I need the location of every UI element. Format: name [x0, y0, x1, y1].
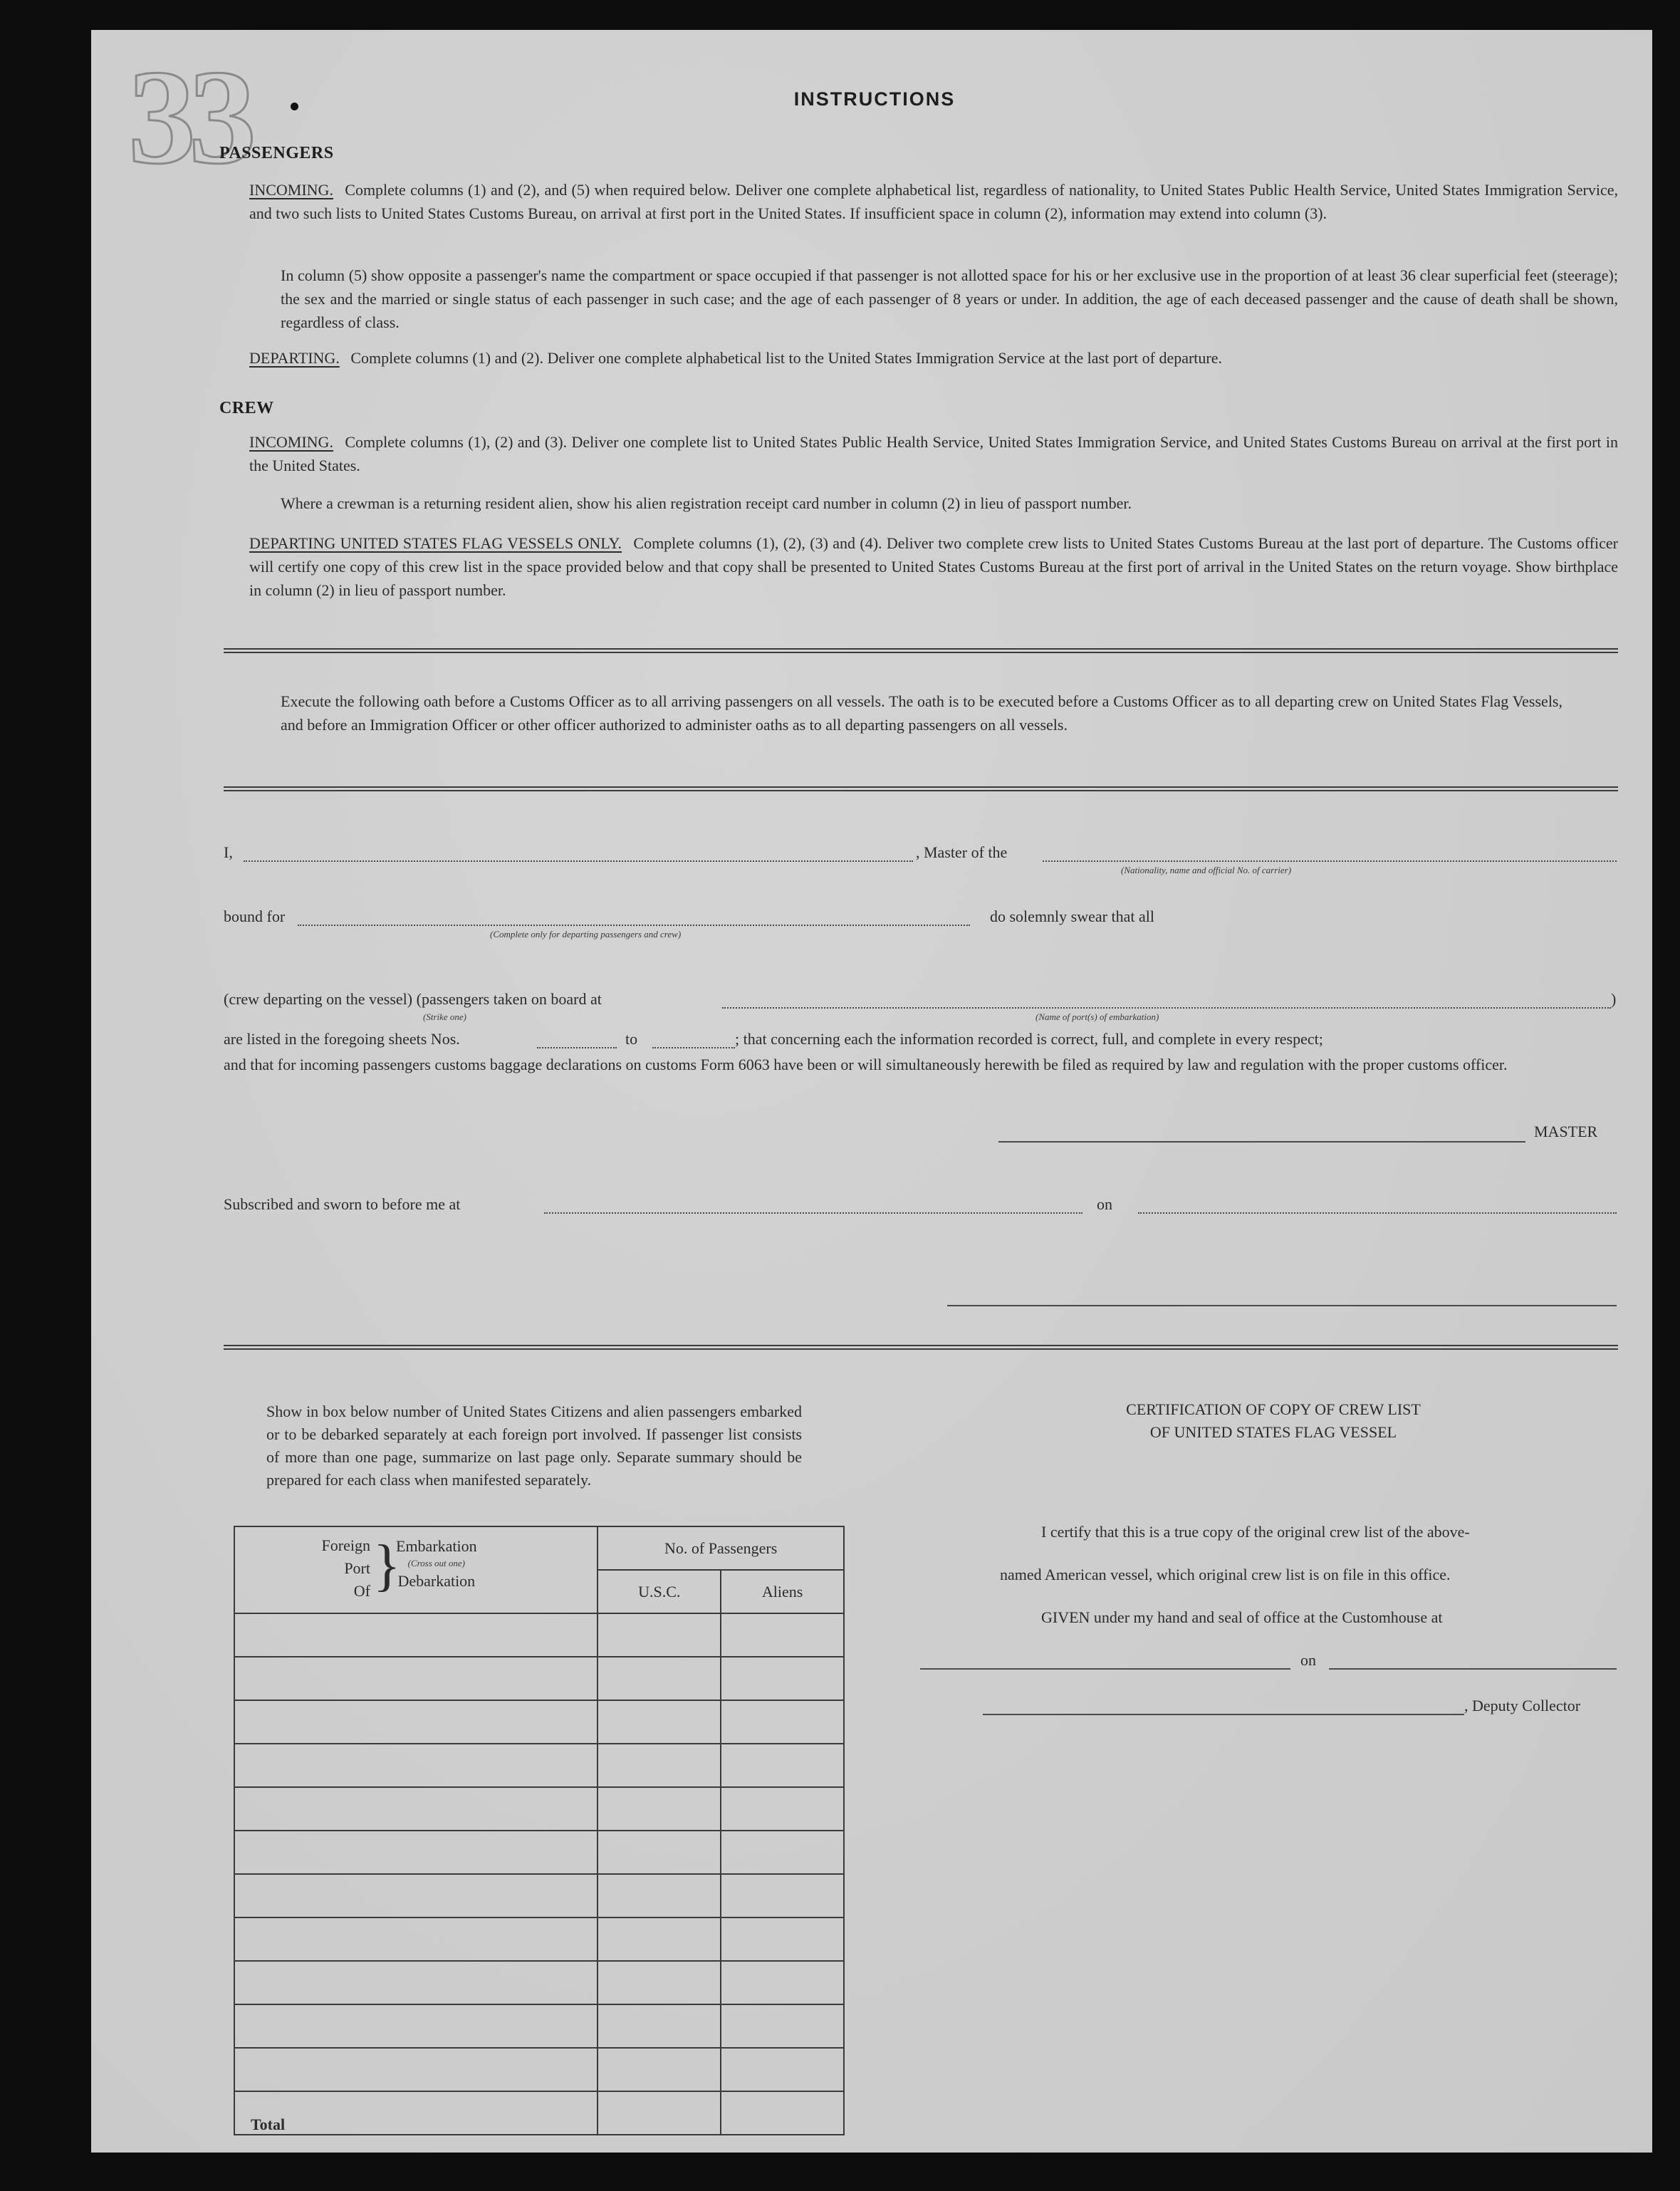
- debarkation-label: Debarkation: [397, 1572, 476, 1590]
- of-label: Of: [353, 1582, 370, 1600]
- usc-cell[interactable]: [598, 1917, 721, 1961]
- table-row: [234, 2048, 844, 2091]
- port-cell[interactable]: [234, 1831, 598, 1874]
- port-cell[interactable]: [234, 1613, 598, 1657]
- bound-for-caption: (Complete only for departing passengers and crew): [490, 929, 682, 940]
- nationality-caption: (Nationality, name and official No. of carrier): [1121, 865, 1292, 875]
- port-cell[interactable]: [234, 2048, 598, 2091]
- officer-signature-line[interactable]: [947, 1305, 1617, 1306]
- aliens-header: Aliens: [721, 1570, 844, 1613]
- port-cell[interactable]: [234, 1787, 598, 1831]
- aliens-cell[interactable]: [721, 1831, 844, 1874]
- passengers-departing-label: DEPARTING.: [249, 349, 340, 367]
- table-row: [234, 1700, 844, 1744]
- baggage-declaration-text: and that for incoming passengers customs baggage declarations on customs Form 6063 have been or will simultaneously herewith be filed as required by law and regulation with the proper customs officer.: [224, 1056, 1508, 1073]
- master-label: MASTER: [1534, 1123, 1598, 1140]
- embarkation-ports-line[interactable]: [722, 1007, 1611, 1009]
- embarkation-label: Embarkation: [396, 1537, 477, 1555]
- bound-for-label: bound for: [224, 907, 286, 925]
- passengers-incoming-paragraph: [249, 178, 1618, 225]
- oath-intro: Execute the following oath before a Customs Officer as to all arriving passengers on all vessels. The oath is to be executed before a Customs Officer as to all departing crew on United States Flag Vessels, and before an Immigration Officer or other officer authorized to administer oaths as to all departing passengers on all vessels.: [281, 692, 1562, 734]
- crew-incoming-paragraph: [249, 430, 1618, 477]
- crew-incoming-label: INCOMING.: [249, 433, 333, 451]
- sworn-date-line[interactable]: [1138, 1212, 1617, 1214]
- port-label: Port: [344, 1559, 370, 1577]
- total-label: Total: [234, 2091, 598, 2135]
- crew-heading: CREW: [219, 399, 274, 417]
- port-cell[interactable]: [234, 1874, 598, 1917]
- sworn-location-line[interactable]: [544, 1212, 1082, 1214]
- master-name-line[interactable]: [244, 860, 913, 862]
- usc-cell[interactable]: [598, 1700, 721, 1744]
- passengers-incoming-text: Complete columns (1) and (2), and (5) when required below. Deliver one complete alphabetical list, regardless of nationality, to United States Public Health Service, United States Immigration Service, and two such lists to United States Customs Bureau, on arrival at first port in the United States. If insufficient space in column (2), information may extend into column (3).: [249, 181, 1618, 222]
- table-row: [234, 1961, 844, 2004]
- usc-cell[interactable]: [598, 1874, 721, 1917]
- oath-i-label: I,: [224, 843, 233, 861]
- passengers-column5-paragraph: In column (5) show opposite a passenger's name the compartment or space occupied if that passenger is not allotted space for his or her exclusive use in the proportion of at least 36 clear superficial feet (steerage); the sex and the married or single status of each passenger in such case; and the age of each passenger of 8 years or under. In addition, the age of each deceased passenger and the cause of death shall be shown, regardless of class.: [281, 266, 1618, 331]
- certification-on-label: on: [1300, 1651, 1316, 1669]
- passengers-departing-paragraph: [249, 346, 1618, 370]
- table-row: [234, 1657, 844, 1700]
- crew-departing-label: DEPARTING UNITED STATES FLAG VESSELS ONLY.: [249, 534, 622, 552]
- ink-dot: [291, 103, 298, 110]
- usc-cell[interactable]: [598, 1831, 721, 1874]
- foreign-label: Foreign: [321, 1536, 370, 1554]
- port-cell[interactable]: [234, 1744, 598, 1787]
- page-number-stamp: 33: [128, 43, 249, 192]
- crew-departing-paragraph: [249, 531, 1618, 602]
- aliens-cell[interactable]: [721, 1744, 844, 1787]
- section-divider: [224, 786, 1618, 791]
- aliens-cell[interactable]: [721, 1917, 844, 1961]
- listed-sheets-label: are listed in the foregoing sheets Nos.: [224, 1030, 460, 1048]
- port-cell[interactable]: [234, 1700, 598, 1744]
- no-of-passengers-header: No. of Passengers: [598, 1526, 844, 1570]
- table-row: [234, 1831, 844, 1874]
- total-row: [234, 2091, 844, 2135]
- strike-one-caption: (Strike one): [423, 1011, 467, 1022]
- summary-instructions: Show in box below number of United States Citizens and alien passengers embarked or to be debarked separately at each foreign port involved. If passenger list consists of more than one page, summarize on last page only. Separate summary should be prepared for each class when manifested separately.: [266, 1402, 802, 1489]
- usc-cell[interactable]: [598, 1961, 721, 2004]
- section-divider: [224, 1345, 1618, 1350]
- solemnly-swear-label: do solemnly swear that all: [990, 907, 1154, 925]
- page-title: INSTRUCTIONS: [793, 88, 956, 110]
- certification-date-line[interactable]: [1329, 1668, 1617, 1670]
- table-row: [234, 1744, 844, 1787]
- port-header: [234, 1526, 598, 1613]
- section-divider: [224, 648, 1618, 653]
- table-row: [234, 1917, 844, 1961]
- crew-departing-text: Complete columns (1), (2), (3) and (4). Deliver two complete crew lists to United States Customs Bureau at the last port of departure. The Customs officer will certify one copy of this crew list in the space provided below and that copy shall be presented to United States Customs Bureau at the first port of arrival in the United States on the return voyage. Show birthplace in column (2) in lieu of passport number.: [249, 534, 1619, 599]
- usc-cell[interactable]: [598, 2004, 721, 2048]
- deputy-collector-label: , Deputy Collector: [1464, 1697, 1581, 1714]
- usc-cell[interactable]: [598, 1657, 721, 1700]
- deputy-signature-line[interactable]: [983, 1714, 1464, 1715]
- usc-header: U.S.C.: [598, 1570, 721, 1613]
- cross-out-caption: (Cross out one): [407, 1558, 466, 1568]
- total-aliens-cell[interactable]: [721, 2091, 844, 2135]
- total-usc-cell[interactable]: [598, 2091, 721, 2135]
- bound-for-line[interactable]: [298, 925, 970, 926]
- aliens-cell[interactable]: [721, 1613, 844, 1657]
- table-row: [234, 2004, 844, 2048]
- crew-resident-paragraph: Where a crewman is a returning resident alien, show his alien registration receipt card number in column (2) in lieu of passport number.: [281, 494, 1132, 512]
- brace-icon: }: [373, 1534, 401, 1597]
- sworn-on-label: on: [1097, 1195, 1112, 1213]
- port-cell[interactable]: [234, 1657, 598, 1700]
- certification-text-1: I certify that this is a true copy of the original crew list of the above-: [1041, 1523, 1470, 1541]
- aliens-cell[interactable]: [721, 1657, 844, 1700]
- port-cell[interactable]: [234, 1917, 598, 1961]
- aliens-cell[interactable]: [721, 2004, 844, 2048]
- usc-cell[interactable]: [598, 1613, 721, 1657]
- subscribed-label: Subscribed and sworn to before me at: [224, 1195, 461, 1213]
- crew-incoming-text: Complete columns (1), (2) and (3). Deliver one complete list to United States Public Health Service, United States Immigration Service, and United States Customs Bureau on arrival at the first port in the United States.: [249, 433, 1619, 474]
- port-cell[interactable]: [234, 2004, 598, 2048]
- aliens-cell[interactable]: [721, 1787, 844, 1831]
- ports-caption: (Name of port(s) of embarkation): [1035, 1011, 1159, 1022]
- sheet-to-label: to: [625, 1030, 638, 1048]
- certification-title-1: CERTIFICATION OF COPY OF CREW LIST: [1126, 1400, 1421, 1418]
- usc-cell[interactable]: [598, 2048, 721, 2091]
- certification-text-3: GIVEN under my hand and seal of office at the Customhouse at: [1041, 1608, 1443, 1626]
- passengers-departing-text: Complete columns (1) and (2). Deliver one complete alphabetical list to the United States Immigration Service at the last port of departure.: [350, 349, 1223, 367]
- passengers-incoming-label: INCOMING.: [249, 181, 333, 199]
- sheet-to-line[interactable]: [652, 1047, 735, 1048]
- usc-cell[interactable]: [598, 1787, 721, 1831]
- master-signature-line[interactable]: [998, 1141, 1525, 1143]
- customhouse-line[interactable]: [920, 1668, 1290, 1670]
- passengers-heading: PASSENGERS: [219, 144, 334, 162]
- aliens-cell[interactable]: [721, 1874, 844, 1917]
- aliens-cell[interactable]: [721, 2048, 844, 2091]
- listed-sheets-text: ; that concerning each the information recorded is correct, full, and complete in every respect;: [735, 1030, 1323, 1048]
- port-cell[interactable]: [234, 1961, 598, 2004]
- document-sheet: [91, 30, 1652, 2153]
- usc-cell[interactable]: [598, 1744, 721, 1787]
- aliens-cell[interactable]: [721, 1961, 844, 2004]
- master-of-label: , Master of the: [916, 843, 1008, 861]
- carrier-line[interactable]: [1043, 860, 1617, 862]
- sheet-from-line[interactable]: [537, 1047, 617, 1048]
- passenger-summary-table: [234, 1526, 845, 2135]
- table-row: [234, 1874, 844, 1917]
- table-row: [234, 1613, 844, 1657]
- table-row: [234, 1787, 844, 1831]
- close-paren: ): [1611, 990, 1617, 1008]
- certification-title-2: OF UNITED STATES FLAG VESSEL: [1149, 1423, 1397, 1441]
- crew-passengers-label: (crew departing on the vessel) (passengers taken on board at: [224, 990, 602, 1008]
- summary-body: [234, 1613, 844, 2135]
- certification-text-2: named American vessel, which original crew list is on file in this office.: [1000, 1566, 1451, 1583]
- aliens-cell[interactable]: [721, 1700, 844, 1744]
